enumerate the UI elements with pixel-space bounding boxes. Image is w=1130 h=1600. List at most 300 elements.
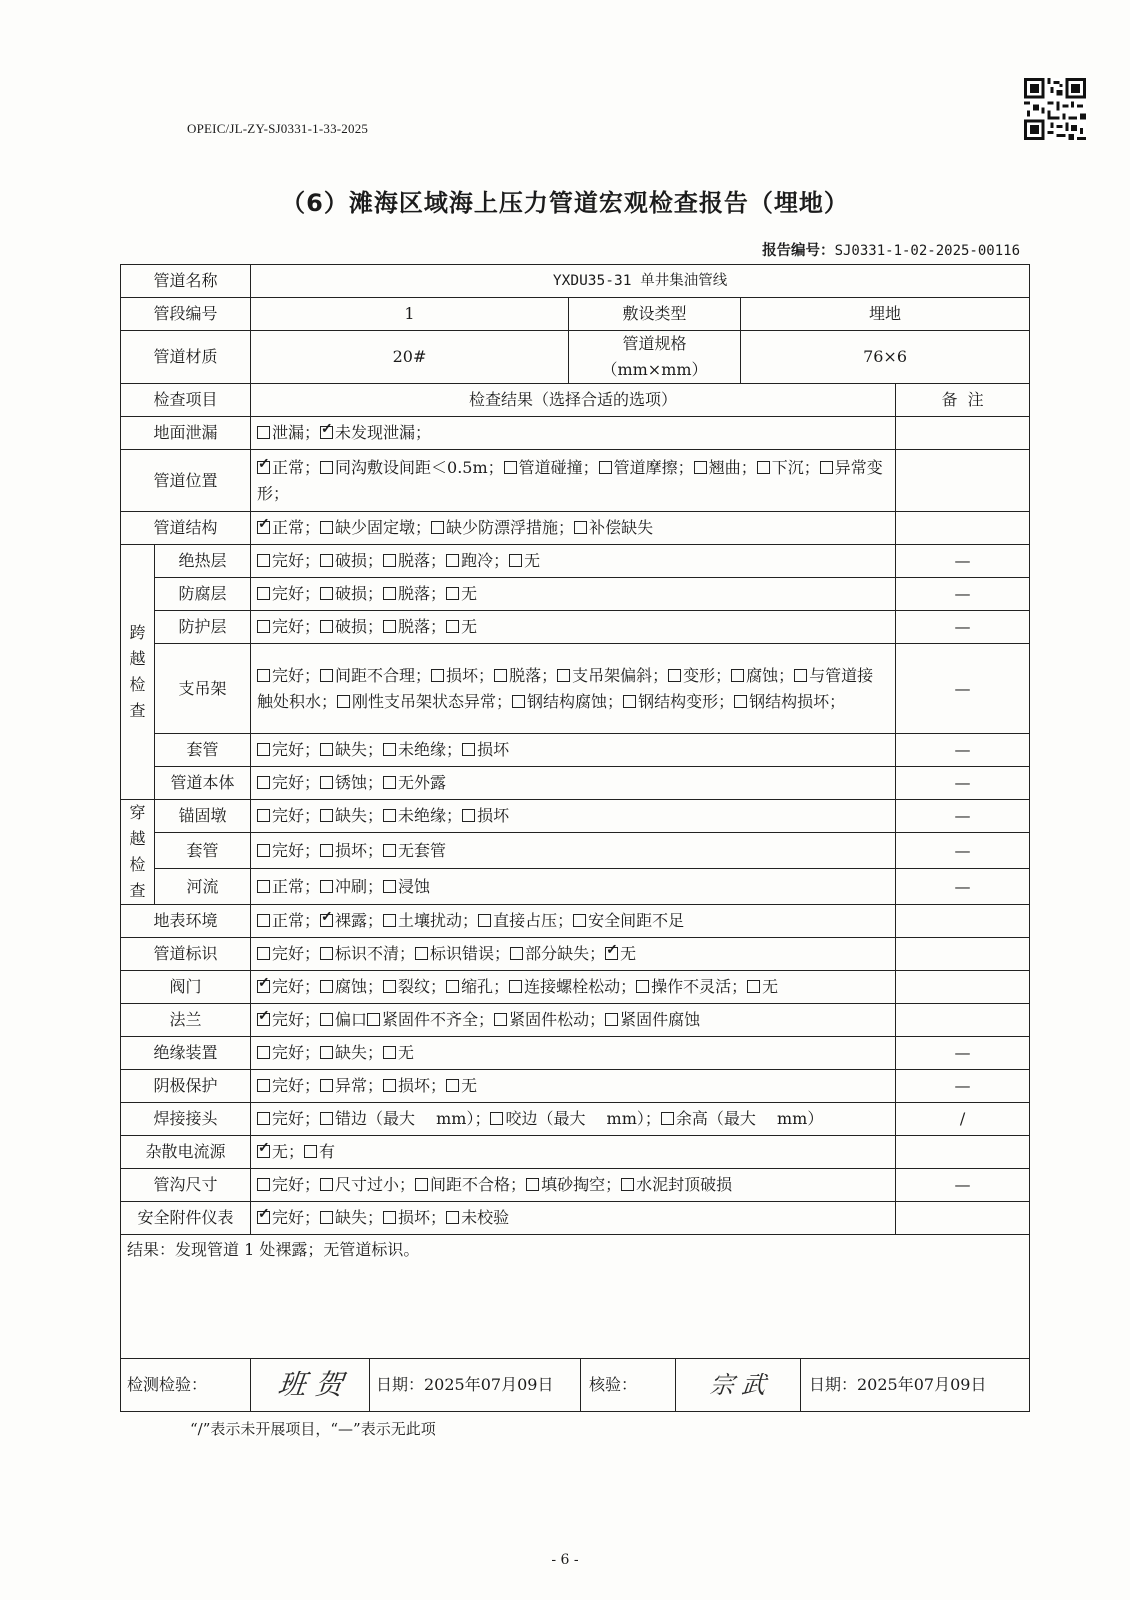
row-pipe-position xyxy=(121,450,1030,512)
checkbox-icon[interactable] xyxy=(320,521,333,534)
checkbox-icon[interactable] xyxy=(257,1112,270,1125)
checkbox-icon[interactable] xyxy=(383,620,396,633)
checkbox-icon[interactable] xyxy=(462,809,475,822)
option-list xyxy=(251,1070,896,1103)
checkbox-icon[interactable] xyxy=(512,695,525,708)
row-through-river xyxy=(121,869,1030,905)
option-list xyxy=(251,578,896,611)
row-note: — xyxy=(896,767,1030,800)
row-note: — xyxy=(896,1070,1030,1103)
checkbox-icon[interactable] xyxy=(320,1079,333,1092)
option-label: 泄漏； xyxy=(272,423,321,442)
checkbox-icon[interactable] xyxy=(446,1079,459,1092)
checkbox-option[interactable] xyxy=(462,740,509,759)
option-label: 破损； xyxy=(335,584,384,603)
checkbox-option[interactable] xyxy=(257,1175,320,1194)
checkbox-icon[interactable] xyxy=(383,587,396,600)
checkbox-icon[interactable] xyxy=(320,844,333,857)
checkbox-option[interactable] xyxy=(623,692,734,711)
checkbox-option[interactable] xyxy=(257,518,320,537)
checkbox-option[interactable] xyxy=(757,458,820,477)
row-note xyxy=(896,1202,1030,1235)
option-list xyxy=(251,1136,896,1169)
checked-box-icon[interactable] xyxy=(257,461,270,474)
checkbox-option[interactable] xyxy=(383,806,462,825)
material-value: 20# xyxy=(251,331,569,384)
row-stray-current xyxy=(121,1136,1030,1169)
checkbox-icon[interactable] xyxy=(636,980,649,993)
checkbox-icon[interactable] xyxy=(383,554,396,567)
option-label: 完好； xyxy=(272,665,321,685)
option-list xyxy=(251,734,896,767)
checkbox-icon[interactable] xyxy=(661,1112,674,1125)
checkbox-icon[interactable] xyxy=(383,980,396,993)
checkbox-option[interactable] xyxy=(320,1208,383,1227)
checkbox-icon[interactable] xyxy=(320,980,333,993)
option-label: 异常变形； xyxy=(257,457,883,503)
checkbox-option[interactable] xyxy=(383,1043,414,1062)
option-label: 无； xyxy=(272,1142,305,1161)
checkbox-option[interactable] xyxy=(734,692,845,711)
row-label: 管道本体 xyxy=(155,767,251,800)
option-label: 连接螺栓松动； xyxy=(524,977,637,996)
row-label: 地表环境 xyxy=(121,905,251,938)
checkbox-option[interactable] xyxy=(510,944,605,963)
option-label: 完好； xyxy=(272,977,321,996)
checkbox-icon[interactable] xyxy=(320,809,333,822)
checked-box-icon[interactable] xyxy=(257,1211,270,1224)
row-label: 锚固墩 xyxy=(155,800,251,833)
option-label: 缺失； xyxy=(335,1043,384,1062)
checkbox-option[interactable] xyxy=(257,1043,320,1062)
checked-box-icon[interactable] xyxy=(605,947,618,960)
row-label: 套管 xyxy=(155,833,251,869)
spec-label: 管道规格（mm×mm） xyxy=(569,331,741,384)
checkbox-icon[interactable] xyxy=(383,1211,396,1224)
checkbox-icon[interactable] xyxy=(320,1211,333,1224)
row-flange xyxy=(121,1004,1030,1037)
checkbox-icon[interactable] xyxy=(383,1079,396,1092)
row-note: — xyxy=(896,734,1030,767)
checkbox-option[interactable] xyxy=(383,1076,446,1095)
option-label: 破损； xyxy=(335,551,384,570)
checkbox-icon[interactable] xyxy=(757,461,770,474)
row-note: — xyxy=(896,611,1030,644)
checkbox-icon[interactable] xyxy=(320,620,333,633)
header-item: 检查项目 xyxy=(121,384,251,417)
checkbox-icon[interactable] xyxy=(320,743,333,756)
checkbox-icon[interactable] xyxy=(383,809,396,822)
row-valve xyxy=(121,971,1030,1004)
checkbox-option[interactable] xyxy=(320,806,383,825)
checkbox-option[interactable] xyxy=(557,666,668,685)
checkbox-option[interactable] xyxy=(526,1175,621,1194)
option-label: 损坏； xyxy=(335,840,384,860)
checkbox-icon[interactable] xyxy=(415,947,428,960)
checkbox-icon[interactable] xyxy=(446,1211,459,1224)
option-label: 直接占压； xyxy=(493,911,574,930)
option-label: 有 xyxy=(319,1142,336,1161)
checkbox-option[interactable] xyxy=(320,1043,383,1062)
row-note: — xyxy=(896,545,1030,578)
checkbox-option[interactable] xyxy=(383,877,430,896)
option-list xyxy=(251,644,896,734)
option-label: 偏口 xyxy=(335,1010,368,1029)
checkbox-icon[interactable] xyxy=(494,1013,507,1026)
checkbox-icon[interactable] xyxy=(320,1112,333,1125)
checkbox-option[interactable] xyxy=(257,911,320,930)
checkbox-icon[interactable] xyxy=(383,880,396,893)
checkbox-icon[interactable] xyxy=(257,743,270,756)
checkbox-icon[interactable] xyxy=(794,669,807,682)
option-label: 完好； xyxy=(272,1175,321,1194)
row-trench-size xyxy=(121,1169,1030,1202)
checkbox-icon[interactable] xyxy=(320,587,333,600)
row-crossing-protection xyxy=(121,611,1030,644)
checkbox-icon[interactable] xyxy=(304,1145,317,1158)
row-note xyxy=(896,417,1030,450)
checkbox-icon[interactable] xyxy=(446,587,459,600)
option-list xyxy=(251,800,896,833)
header-note: 备 注 xyxy=(896,384,1030,417)
checkbox-option[interactable] xyxy=(320,551,383,570)
row-label: 支吊架 xyxy=(155,644,251,734)
checkbox-option[interactable] xyxy=(383,740,462,759)
option-label: 损坏； xyxy=(446,665,495,685)
checked-box-icon[interactable] xyxy=(320,426,333,439)
row-label: 法兰 xyxy=(121,1004,251,1037)
info-row-material xyxy=(121,331,1030,384)
checkbox-icon[interactable] xyxy=(320,880,333,893)
pipe-name-label: 管道名称 xyxy=(121,265,251,298)
checkbox-icon[interactable] xyxy=(605,1013,618,1026)
option-label: 完好； xyxy=(272,1010,321,1029)
checkbox-option[interactable] xyxy=(661,1109,823,1128)
option-label: 缺少防漂浮措施； xyxy=(446,518,575,537)
option-label: 正常； xyxy=(272,911,321,930)
checkbox-option[interactable] xyxy=(257,877,320,896)
inspector-label: 检测检验： xyxy=(121,1359,251,1411)
checkbox-option[interactable] xyxy=(257,977,320,996)
checkbox-icon[interactable] xyxy=(431,521,444,534)
checkbox-icon[interactable] xyxy=(573,914,586,927)
checkbox-option[interactable] xyxy=(257,773,320,792)
checker-signature xyxy=(676,1359,801,1411)
option-label: 锈蚀； xyxy=(335,773,384,792)
checkbox-icon[interactable] xyxy=(257,844,270,857)
checkbox-option[interactable] xyxy=(320,911,383,930)
checkbox-icon[interactable] xyxy=(383,844,396,857)
checkbox-icon[interactable] xyxy=(367,1013,380,1026)
checkbox-option[interactable] xyxy=(320,944,415,963)
checkbox-icon[interactable] xyxy=(557,669,570,682)
checkbox-icon[interactable] xyxy=(383,1046,396,1059)
checkbox-option[interactable] xyxy=(509,551,540,570)
checkbox-option[interactable] xyxy=(383,584,446,603)
checkbox-option[interactable] xyxy=(383,617,446,636)
checkbox-option[interactable] xyxy=(599,458,694,477)
option-label: 破损； xyxy=(335,617,384,636)
checkbox-option[interactable] xyxy=(504,458,599,477)
checkbox-icon[interactable] xyxy=(320,669,333,682)
checkbox-option[interactable] xyxy=(573,911,684,930)
checked-box-icon[interactable] xyxy=(257,1145,270,1158)
checkbox-option[interactable] xyxy=(320,841,383,860)
option-list xyxy=(251,833,896,869)
checkbox-option[interactable] xyxy=(304,1142,335,1161)
checkbox-option[interactable] xyxy=(446,584,477,603)
vertical-text: 穿 越 检 查 xyxy=(129,803,146,900)
checkbox-option[interactable] xyxy=(383,551,446,570)
checkbox-icon[interactable] xyxy=(383,776,396,789)
checkbox-icon[interactable] xyxy=(599,461,612,474)
checkbox-icon[interactable] xyxy=(820,461,833,474)
checkbox-icon[interactable] xyxy=(257,809,270,822)
option-label: 跑冷； xyxy=(461,551,510,570)
checkbox-option[interactable] xyxy=(320,773,383,792)
checkbox-icon[interactable] xyxy=(320,554,333,567)
option-label: 操作不灵活； xyxy=(651,977,748,996)
row-note: — xyxy=(896,1169,1030,1202)
option-label: 间距不合格； xyxy=(430,1175,527,1194)
checkbox-option[interactable] xyxy=(574,518,653,537)
checkbox-option[interactable] xyxy=(320,518,431,537)
checkbox-option[interactable] xyxy=(605,1010,700,1029)
checkbox-icon[interactable] xyxy=(257,1079,270,1092)
checkbox-option[interactable] xyxy=(367,1010,494,1029)
row-note xyxy=(896,450,1030,512)
checkbox-option[interactable] xyxy=(431,666,494,685)
row-label: 阴极保护 xyxy=(121,1070,251,1103)
checkbox-icon[interactable] xyxy=(446,620,459,633)
checkbox-option[interactable] xyxy=(605,944,636,963)
checkbox-option[interactable] xyxy=(257,423,320,442)
checkbox-option[interactable] xyxy=(257,1109,320,1128)
checkbox-icon[interactable] xyxy=(415,1178,428,1191)
checkbox-icon[interactable] xyxy=(478,914,491,927)
checkbox-option[interactable] xyxy=(383,977,446,996)
checkbox-option[interactable] xyxy=(320,977,383,996)
checkbox-option[interactable] xyxy=(462,806,509,825)
checkbox-icon[interactable] xyxy=(504,461,517,474)
checkbox-option[interactable] xyxy=(337,692,512,711)
option-label: 冲刷； xyxy=(335,876,384,896)
option-label: 刚性支吊架状态异常； xyxy=(352,691,513,711)
checkbox-icon[interactable] xyxy=(257,1046,270,1059)
option-label: 损坏； xyxy=(398,1076,447,1095)
checkbox-option[interactable] xyxy=(320,584,383,603)
checkbox-icon[interactable] xyxy=(320,1046,333,1059)
checkbox-option[interactable] xyxy=(494,666,557,685)
row-label: 防腐层 xyxy=(155,578,251,611)
checkbox-icon[interactable] xyxy=(510,947,523,960)
checkbox-option[interactable] xyxy=(257,1142,304,1161)
checkbox-option[interactable] xyxy=(668,666,731,685)
checkbox-icon[interactable] xyxy=(623,695,636,708)
checkbox-option[interactable] xyxy=(257,841,320,860)
checkbox-option[interactable] xyxy=(257,617,320,636)
option-label: 错边（最大 mm）； xyxy=(335,1109,491,1128)
checkbox-icon[interactable] xyxy=(446,980,459,993)
checkbox-option[interactable] xyxy=(383,841,446,860)
checkbox-option[interactable] xyxy=(383,911,478,930)
legend-note: “/”表示未开展项目，“—”表示无此项 xyxy=(190,1420,436,1438)
checkbox-icon[interactable] xyxy=(621,1178,634,1191)
option-label: 脱落； xyxy=(398,584,447,603)
checkbox-option[interactable] xyxy=(257,1208,320,1227)
checkbox-icon[interactable] xyxy=(494,669,507,682)
checkbox-option[interactable] xyxy=(383,1208,446,1227)
checkbox-icon[interactable] xyxy=(320,776,333,789)
checkbox-option[interactable] xyxy=(320,423,431,442)
checkbox-icon[interactable] xyxy=(490,1112,503,1125)
option-list xyxy=(251,1103,896,1136)
checkbox-option[interactable] xyxy=(320,877,383,896)
checkbox-option[interactable] xyxy=(431,518,574,537)
checkbox-option[interactable] xyxy=(446,551,509,570)
checkbox-icon[interactable] xyxy=(257,587,270,600)
checkbox-option[interactable] xyxy=(446,1076,477,1095)
checkbox-icon[interactable] xyxy=(320,1013,333,1026)
checkbox-icon[interactable] xyxy=(257,669,270,682)
option-label: 无 xyxy=(398,1043,415,1062)
option-list xyxy=(251,767,896,800)
checkbox-option[interactable] xyxy=(636,977,747,996)
checkbox-icon[interactable] xyxy=(257,426,270,439)
checkbox-option[interactable] xyxy=(446,977,509,996)
checkbox-icon[interactable] xyxy=(257,947,270,960)
checkbox-option[interactable] xyxy=(494,1010,605,1029)
option-label: 无 xyxy=(461,617,478,636)
option-label: 土壤扰动； xyxy=(398,911,479,930)
row-cathodic-protection xyxy=(121,1070,1030,1103)
checkbox-icon[interactable] xyxy=(446,554,459,567)
checkbox-option[interactable] xyxy=(383,773,446,792)
row-crossing-insulation xyxy=(121,545,1030,578)
option-list xyxy=(251,1202,896,1235)
checkbox-icon[interactable] xyxy=(257,554,270,567)
checked-box-icon[interactable] xyxy=(320,914,333,927)
checkbox-option[interactable] xyxy=(415,944,510,963)
checkbox-icon[interactable] xyxy=(747,980,760,993)
option-list xyxy=(251,971,896,1004)
row-note: — xyxy=(896,869,1030,905)
checkbox-icon[interactable] xyxy=(574,521,587,534)
option-label: 浸蚀 xyxy=(398,876,431,896)
option-label: 完好； xyxy=(272,806,321,825)
checkbox-icon[interactable] xyxy=(257,620,270,633)
checkbox-option[interactable] xyxy=(490,1109,660,1128)
checkbox-option[interactable] xyxy=(320,1010,367,1029)
checkbox-option[interactable] xyxy=(478,911,573,930)
checkbox-icon[interactable] xyxy=(462,743,475,756)
checkbox-icon[interactable] xyxy=(257,776,270,789)
row-label: 管沟尺寸 xyxy=(121,1169,251,1202)
checkbox-icon[interactable] xyxy=(734,695,747,708)
checkbox-option[interactable] xyxy=(257,666,320,685)
checkbox-icon[interactable] xyxy=(509,980,522,993)
option-label: 正常； xyxy=(272,876,321,896)
checkbox-option[interactable] xyxy=(415,1175,526,1194)
checkbox-option[interactable] xyxy=(257,1076,320,1095)
row-label: 焊接接头 xyxy=(121,1103,251,1136)
checker-label: 核验： xyxy=(581,1359,676,1411)
checkbox-option[interactable] xyxy=(320,617,383,636)
checkbox-icon[interactable] xyxy=(731,669,744,682)
checked-box-icon[interactable] xyxy=(257,521,270,534)
checkbox-option[interactable] xyxy=(731,666,794,685)
checkbox-icon[interactable] xyxy=(694,461,707,474)
checked-box-icon[interactable] xyxy=(257,980,270,993)
checkbox-option[interactable] xyxy=(257,584,320,603)
checkbox-option[interactable] xyxy=(320,666,431,685)
checkbox-option[interactable] xyxy=(257,740,320,759)
pipe-name-value: YXDU35-31 单井集油管线 xyxy=(251,265,1030,298)
checkbox-option[interactable] xyxy=(320,1175,415,1194)
option-label: 缺失； xyxy=(335,806,384,825)
checkbox-option[interactable] xyxy=(257,1010,320,1029)
segment-label: 管段编号 xyxy=(121,298,251,331)
option-label: 紧固件松动； xyxy=(509,1010,606,1029)
checkbox-option[interactable] xyxy=(512,692,623,711)
option-label: 损坏 xyxy=(477,740,510,759)
checkbox-icon[interactable] xyxy=(526,1178,539,1191)
checkbox-option[interactable] xyxy=(621,1175,732,1194)
checkbox-icon[interactable] xyxy=(383,743,396,756)
checkbox-option[interactable] xyxy=(257,458,320,477)
checkbox-option[interactable] xyxy=(257,806,320,825)
row-note: / xyxy=(896,1103,1030,1136)
checker-date: 日期：2025年07月09日 xyxy=(809,1375,987,1394)
checkbox-icon[interactable] xyxy=(383,914,396,927)
row-label: 套管 xyxy=(155,734,251,767)
checkbox-icon[interactable] xyxy=(668,669,681,682)
checkbox-icon[interactable] xyxy=(337,695,350,708)
checkbox-icon[interactable] xyxy=(257,880,270,893)
checkbox-option[interactable] xyxy=(446,617,477,636)
checkbox-option[interactable] xyxy=(694,458,757,477)
option-label: 钢结构腐蚀； xyxy=(527,691,624,711)
checkbox-option[interactable] xyxy=(446,1208,509,1227)
checkbox-icon[interactable] xyxy=(431,669,444,682)
material-label: 管道材质 xyxy=(121,331,251,384)
header-row xyxy=(121,384,1030,417)
checked-box-icon[interactable] xyxy=(257,1013,270,1026)
checkbox-option[interactable] xyxy=(320,1109,490,1128)
checkbox-option[interactable] xyxy=(320,458,504,477)
checkbox-option[interactable] xyxy=(509,977,636,996)
checkbox-icon[interactable] xyxy=(509,554,522,567)
checkbox-option[interactable] xyxy=(320,1076,383,1095)
option-label: 间距不合理； xyxy=(335,665,432,685)
option-label: 尺寸过小； xyxy=(335,1175,416,1194)
row-label: 管道标识 xyxy=(121,938,251,971)
checkbox-option[interactable] xyxy=(257,944,320,963)
checkbox-icon[interactable] xyxy=(320,461,333,474)
option-list xyxy=(251,869,896,905)
checkbox-icon[interactable] xyxy=(257,914,270,927)
checkbox-icon[interactable] xyxy=(257,1178,270,1191)
row-crossing-pipe-body xyxy=(121,767,1030,800)
checkbox-option[interactable] xyxy=(320,740,383,759)
checkbox-option[interactable] xyxy=(257,551,320,570)
report-number-value: SJ0331-1-02-2025-00116 xyxy=(834,243,1020,259)
checkbox-icon[interactable] xyxy=(320,1178,333,1191)
checkbox-icon[interactable] xyxy=(320,947,333,960)
option-label: 脱落； xyxy=(398,617,447,636)
option-label: 完好； xyxy=(272,1109,321,1128)
checkbox-option[interactable] xyxy=(747,977,778,996)
